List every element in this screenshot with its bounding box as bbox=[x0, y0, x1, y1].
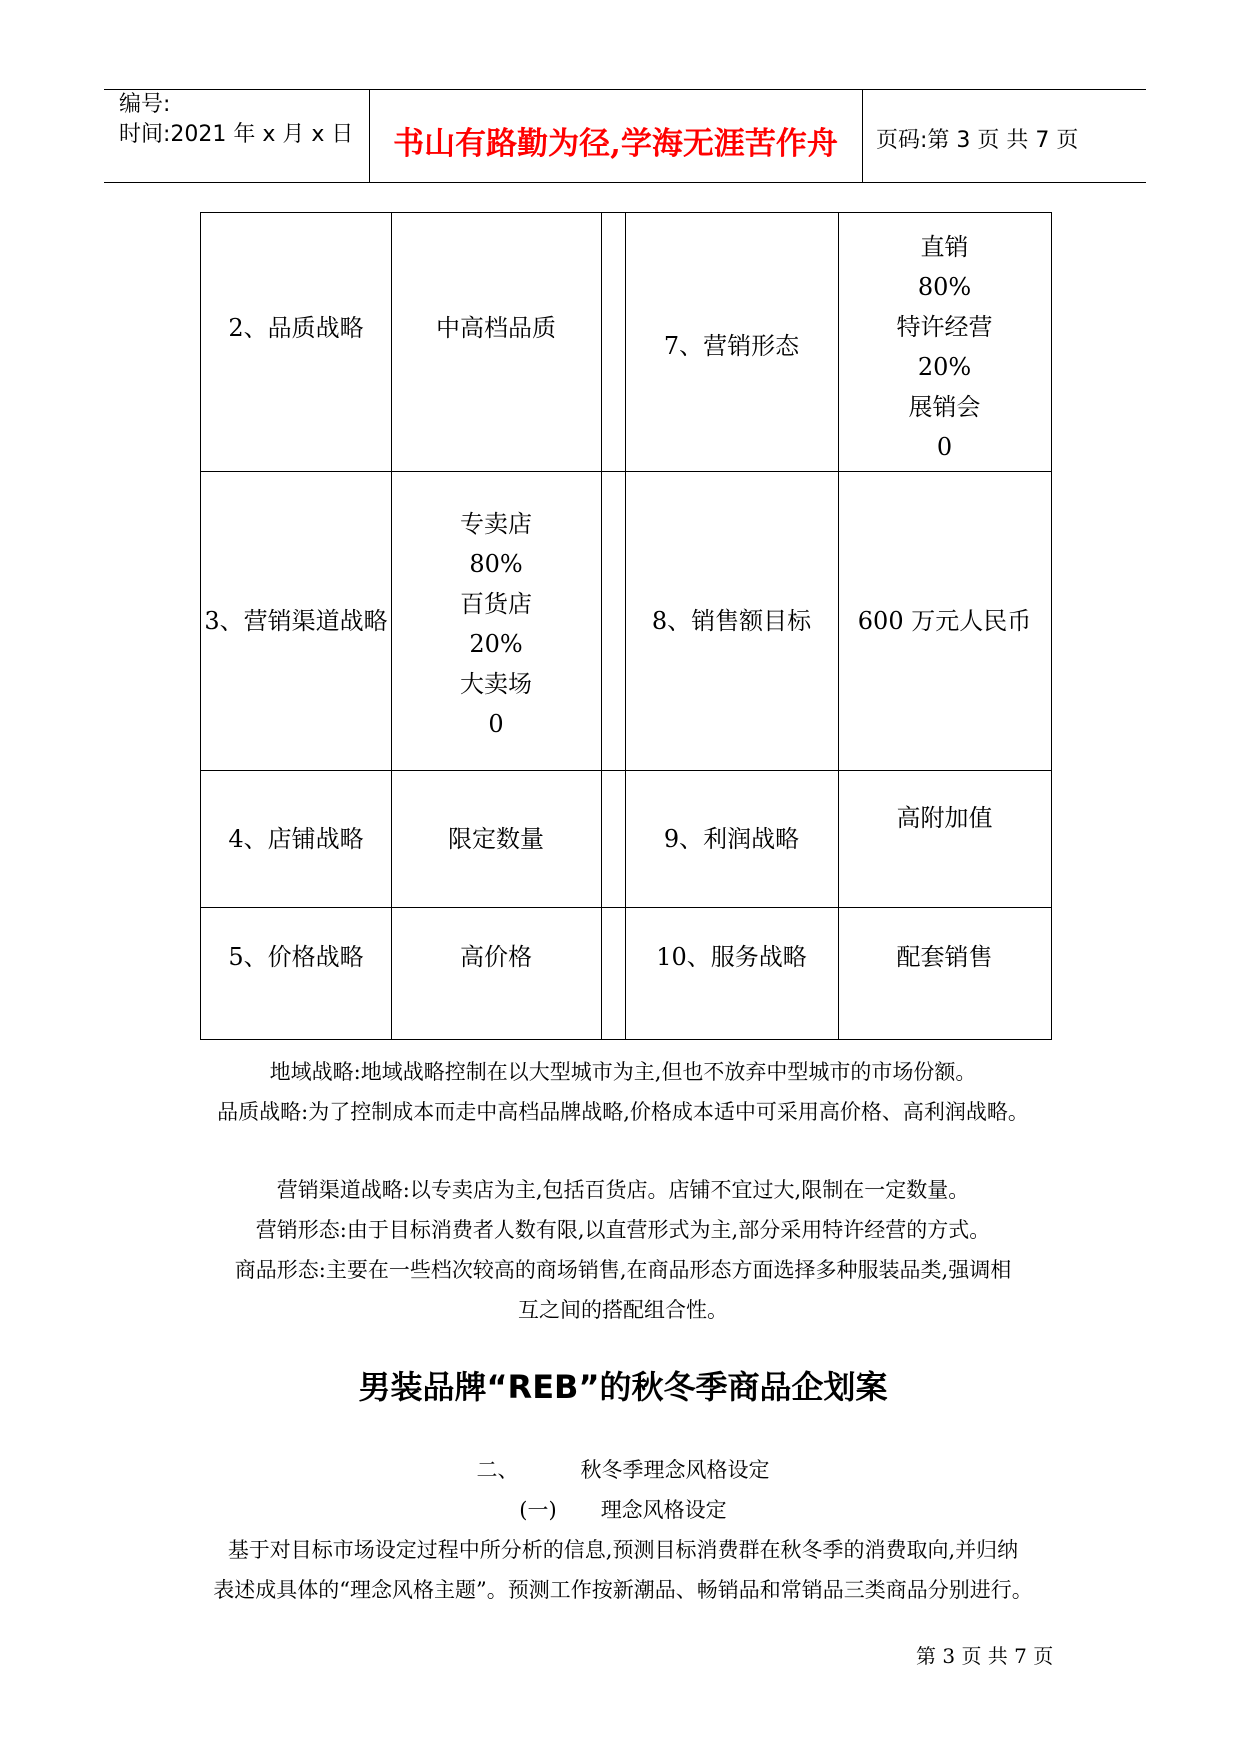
table-row bbox=[201, 770, 391, 907]
table-cell bbox=[838, 907, 1051, 1007]
paragraph-quality-strategy: 品质战略:为了控制成本而走中高档品牌战略,价格成本适中可采用高价格、高利润战略。 bbox=[217, 1100, 1029, 1124]
page-footer: 第 3 页 共 7 页 bbox=[916, 1644, 1054, 1668]
body-paragraph-line: 表述成具体的“理念风格主题”。预测工作按新潮品、畅销品和常销品三类商品分别进行。 bbox=[213, 1578, 1033, 1602]
table-cell bbox=[838, 225, 1051, 469]
value-line: 0 bbox=[936, 433, 953, 461]
body-paragraph-line: 基于对目标市场设定过程中所分析的信息,预测目标消费群在秋冬季的消费取向,并归纳 bbox=[227, 1538, 1019, 1562]
strategy-label: 7、营销形态 bbox=[663, 332, 800, 360]
value-line: 80% bbox=[469, 550, 523, 578]
paragraph-product-form: 商品形态:主要在一些档次较高的商场销售,在商品形态方面选择多种服装品类,强调相 bbox=[234, 1258, 1012, 1282]
table-cell bbox=[838, 770, 1051, 866]
section-title: 男装品牌“REB”的秋冬季商品企划案 bbox=[358, 1368, 888, 1406]
header-divider bbox=[862, 89, 863, 182]
document-time-label: 时间:2021 年 x 月 x 日 bbox=[119, 122, 354, 147]
paragraph-channel-strategy: 营销渠道战略:以专卖店为主,包括百货店。店铺不宜过大,限制在一定数量。 bbox=[276, 1178, 970, 1202]
strategy-label: 5、价格战略 bbox=[228, 943, 364, 971]
subsection-number: (一) bbox=[519, 1498, 557, 1522]
value-line: 专卖店 bbox=[460, 510, 532, 538]
strategy-value: 600 万元人民币 bbox=[857, 606, 1032, 635]
subsection-heading bbox=[188, 1490, 1058, 1530]
header-motto: 书山有路勤为径,学海无涯苦作舟 bbox=[393, 126, 838, 162]
strategy-label: 2、品质战略 bbox=[228, 314, 364, 342]
table-cell bbox=[391, 478, 601, 770]
table-cell bbox=[391, 213, 601, 443]
value-line: 20% bbox=[917, 353, 972, 381]
table-cell bbox=[625, 770, 838, 907]
value-line: 大卖场 bbox=[460, 670, 532, 698]
paragraph-geo-strategy: 地域战略:地域战略控制在以大型城市为主,但也不放弃中型城市的市场份额。 bbox=[269, 1060, 977, 1084]
table-cell bbox=[391, 907, 601, 1007]
strategy-label: 9、利润战略 bbox=[663, 824, 800, 853]
table-cell bbox=[391, 770, 601, 907]
header-page-number: 页码:第 3 页 共 7 页 bbox=[876, 128, 1079, 153]
value-line: 直销 bbox=[920, 233, 969, 261]
strategy-value: 中高档品质 bbox=[436, 314, 556, 342]
header-meta bbox=[119, 90, 353, 150]
strategy-value: 高附加值 bbox=[896, 804, 993, 832]
strategy-table bbox=[200, 212, 1052, 1040]
strategy-label: 8、销售额目标 bbox=[651, 606, 812, 635]
strategy-value-list bbox=[897, 227, 993, 467]
subsection-name: 理念风格设定 bbox=[600, 1498, 727, 1522]
strategy-value-list bbox=[460, 504, 532, 744]
table-row bbox=[201, 471, 391, 770]
strategy-label: 4、店铺战略 bbox=[228, 824, 364, 853]
section-number: 二、 bbox=[476, 1458, 519, 1482]
value-line: 0 bbox=[488, 710, 504, 738]
strategy-value: 高价格 bbox=[460, 943, 532, 971]
strategy-value: 配套销售 bbox=[896, 943, 993, 971]
value-line: 20% bbox=[469, 630, 523, 658]
value-line: 80% bbox=[917, 273, 972, 301]
table-row bbox=[201, 213, 391, 443]
table-cell bbox=[838, 471, 1051, 770]
value-line: 百货店 bbox=[460, 590, 532, 618]
paragraph-marketing-form: 营销形态:由于目标消费者人数有限,以直营形式为主,部分采用特许经营的方式。 bbox=[255, 1218, 991, 1242]
table-cell bbox=[625, 471, 838, 770]
table-cell bbox=[625, 907, 838, 1007]
document-number-label: 编号: bbox=[119, 92, 171, 117]
value-line: 特许经营 bbox=[896, 313, 993, 341]
header-bottom-rule bbox=[104, 182, 1146, 183]
strategy-value: 限定数量 bbox=[448, 824, 544, 853]
paragraph-product-form-continued: 互之间的搭配组合性。 bbox=[518, 1298, 728, 1322]
section-name: 秋冬季理念风格设定 bbox=[580, 1458, 770, 1482]
strategy-label: 10、服务战略 bbox=[656, 943, 807, 971]
table-cell bbox=[625, 213, 838, 479]
table-column-rule bbox=[601, 213, 602, 1039]
value-line: 展销会 bbox=[908, 393, 981, 421]
strategy-label: 3、营销渠道战略 bbox=[204, 606, 388, 635]
table-row bbox=[201, 907, 391, 1007]
section-heading bbox=[188, 1450, 1058, 1490]
